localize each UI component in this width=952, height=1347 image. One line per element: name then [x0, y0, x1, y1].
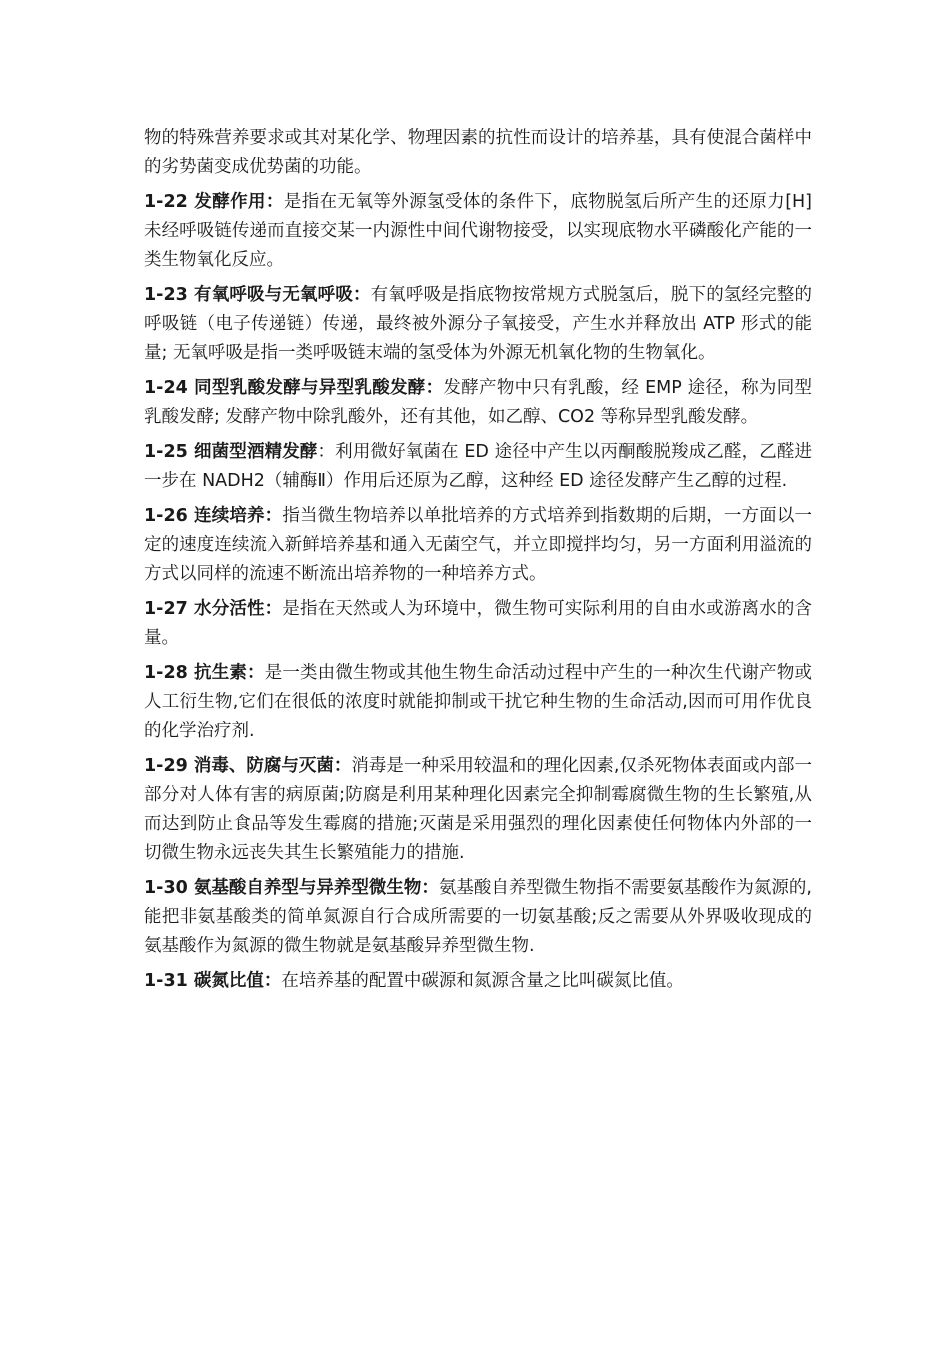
- entry-1-29: [144, 752, 812, 868]
- entry-term: 1-23 有氧呼吸与无氧呼吸：: [144, 285, 371, 305]
- entry-definition: 是一类由微生物或其他生物生命活动过程中产生的一种次生代谢产物或人工衍生物,它们在很低的浓度时就能抑制或干扰它种生物的生命活动,因而可用作优良的化学治疗剂.: [144, 663, 812, 741]
- document-body: [144, 124, 812, 1002]
- entry-term: 1-27 水分活性：: [144, 599, 283, 619]
- entry-1-22: [144, 188, 812, 275]
- entry-term: 1-30 氨基酸自养型与异养型微生物：: [144, 878, 439, 898]
- entry-definition: 是指在天然或人为环境中，微生物可实际利用的自由水或游离水的含量。: [144, 599, 813, 648]
- entry-definition: 氨基酸自养型微生物指不需要氨基酸作为氮源的,能把非氨基酸类的简单氮源自行合成所需要的一切氨基酸;反之需要从外界吸收现成的氨基酸作为氮源的微生物就是氨基酸异养型微生物.: [144, 878, 812, 956]
- entry-term: 1-26 连续培养：: [144, 506, 283, 526]
- entry-definition: 是指在无氧等外源氢受体的条件下，底物脱氢后所产生的还原力[H]未经呼吸链传递而直接交某一内源性中间代谢物接受，以实现底物水平磷酸化产能的一类生物氧化反应。: [144, 192, 813, 270]
- entry-term: 1-24 同型乳酸发酵与异型乳酸发酵：: [144, 378, 444, 398]
- intro-text: 物的特殊营养要求或其对某化学、物理因素的抗性而设计的培养基，具有使混合菌样中的劣势菌变成优势菌的功能。: [144, 128, 812, 177]
- entry-term: 1-29 消毒、防腐与灭菌：: [144, 756, 352, 776]
- entry-term: 1-25 细菌型酒精发酵: [144, 442, 318, 462]
- entry-1-24: [144, 374, 812, 432]
- entry-1-25: [144, 438, 812, 496]
- entry-1-27: [144, 595, 812, 653]
- entry-definition: 消毒是一种采用较温和的理化因素,仅杀死物体表面或内部一部分对人体有害的病原菌;防腐是利用某种理化因素完全抑制霉腐微生物的生长繁殖,从而达到防止食品等发生霉腐的措施;灭菌是采用强烈的理化因素使任何物体内外部的一切微生物永远丧失其生长繁殖能力的措施.: [144, 756, 813, 863]
- intro-paragraph: [144, 124, 812, 182]
- entry-1-28: [144, 659, 812, 746]
- entry-term: 1-31 碳氮比值：: [144, 971, 282, 991]
- entry-definition: 有氧呼吸是指底物按常规方式脱氢后，脱下的氢经完整的呼吸链（电子传递链）传递，最终被外源分子氧接受，产生水并释放出 ATP 形式的能量; 无氧呼吸是指一类呼吸链末端的氢受体为外源无机氧化物的生物氧化。: [144, 285, 813, 363]
- entry-1-30: [144, 874, 812, 961]
- entry-definition: 指当微生物培养以单批培养的方式培养到指数期的后期，一方面以一定的速度连续流入新鲜培养基和通入无菌空气，并立即搅拌均匀，另一方面利用溢流的方式以同样的流速不断流出培养物的一种培养方式。: [144, 506, 813, 584]
- entry-term: 1-22 发酵作用：: [144, 192, 284, 212]
- entry-1-23: [144, 281, 812, 368]
- entry-1-26: [144, 502, 812, 589]
- entry-term: 1-28 抗生素：: [144, 663, 265, 683]
- entry-definition: 发酵产物中只有乳酸，经 EMP 途径，称为同型乳酸发酵; 发酵产物中除乳酸外，还有其他，如乙醇、CO2 等称异型乳酸发酵。: [144, 378, 812, 427]
- entry-1-31: [144, 967, 812, 996]
- entry-definition: 在培养基的配置中碳源和氮源含量之比叫碳氮比值。: [281, 971, 684, 991]
- entry-definition: ：利用微好氧菌在 ED 途径中产生以丙酮酸脱羧成乙醛，乙醛进一步在 NADH2（辅酶Ⅱ）作用后还原为乙醇，这种经 ED 途径发酵产生乙醇的过程.: [144, 442, 813, 491]
